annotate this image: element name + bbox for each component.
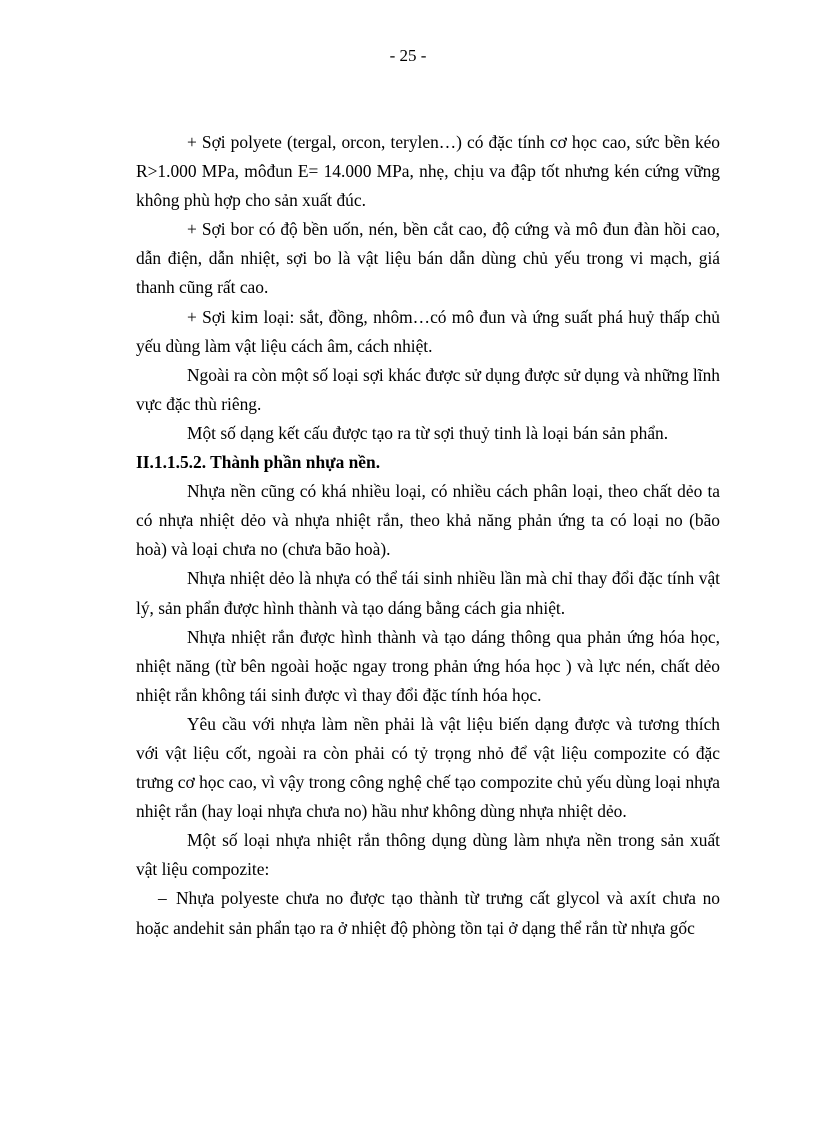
dash-bullet: – [158, 888, 167, 909]
paragraph-polyester-fiber: + Sợi polyete (tergal, orcon, terylen…) có đặc tính cơ học cao, sức bền kéo R>1.000 MPa, môđun E= 14.000 MPa, nhẹ, chịu va đập tốt nhưng kén cứng vững không phù hợp cho sản xuất đúc. [136, 132, 720, 211]
paragraph-matrix-requirements: Yêu cầu với nhựa làm nền phải là vật liệu biến dạng được và tương thích với vật liệu cốt, ngoài ra còn phải có tỷ trọng nhỏ để vật liệu compozite có đặc trưng cơ học cao, vì vậy trong công nghệ chế tạo compozite chủ yếu dùng loại nhựa nhiệt rắn (hay loại nhựa chưa no) hầu như không dùng nhựa nhiệt dẻo. [136, 713, 720, 822]
paragraph-glass-fiber-structures: Một số dạng kết cấu được tạo ra từ sợi thuỷ tinh là loại bán sản phẩn. [187, 422, 669, 443]
document-body [136, 128, 720, 943]
paragraph-thermoplastic: Nhựa nhiệt dẻo là nhựa có thể tái sinh nhiều lần mà chỉ thay đổi đặc tính vật lý, sản phẩn được hình thành và tạo dáng bằng cách gia nhiệt. [136, 568, 720, 618]
list-item-polyester-resin [136, 884, 720, 942]
paragraph-thermoset: Nhựa nhiệt rắn được hình thành và tạo dáng thông qua phản ứng hóa học, nhiệt năng (từ bên ngoài hoặc ngay trong phản ứng hóa học ) và lực nén, chất dẻo nhiệt rắn không tái sinh được vì thay đổi đặc tính hóa học. [136, 626, 720, 705]
section-heading-resin-matrix: II.1.1.5.2. Thành phần nhựa nền. [136, 452, 381, 473]
paragraph-other-fibers: Ngoài ra còn một số loại sợi khác được sử dụng được sử dụng và những lĩnh vực đặc thù riêng. [136, 364, 720, 414]
paragraph-boron-fiber: + Sợi bor có độ bền uốn, nén, bền cắt cao, độ cứng và mô đun đàn hồi cao, dẫn điện, dẫn nhiệt, sợi bo là vật liệu bán dẫn dùng chủ yếu trong vi mạch, giá thanh cũng rất cao. [136, 219, 720, 298]
list-item-text: Nhựa polyeste chưa no được tạo thành từ trưng cất glycol và axít chưa no hoặc andehit sản phẩn tạo ra ở nhiệt độ phòng tồn tại ở dạng thể rắn từ nhựa gốc [136, 888, 720, 938]
paragraph-resin-types: Nhựa nền cũng có khá nhiều loại, có nhiều cách phân loại, theo chất dẻo ta có nhựa nhiệt dẻo và nhựa nhiệt rắn, theo khả năng phản ứng ta có loại no (bão hoà) và loại chưa no (chưa bão hoà). [136, 481, 720, 560]
paragraph-common-thermosets: Một số loại nhựa nhiệt rắn thông dụng dùng làm nhựa nền trong sản xuất vật liệu compozite: [136, 830, 720, 880]
page-number: - 25 - [389, 46, 427, 65]
paragraph-metal-fiber: + Sợi kim loại: sắt, đồng, nhôm…có mô đun và ứng suất phá huỷ thấp chủ yếu dùng làm vật liệu cách âm, cách nhiệt. [136, 306, 720, 356]
